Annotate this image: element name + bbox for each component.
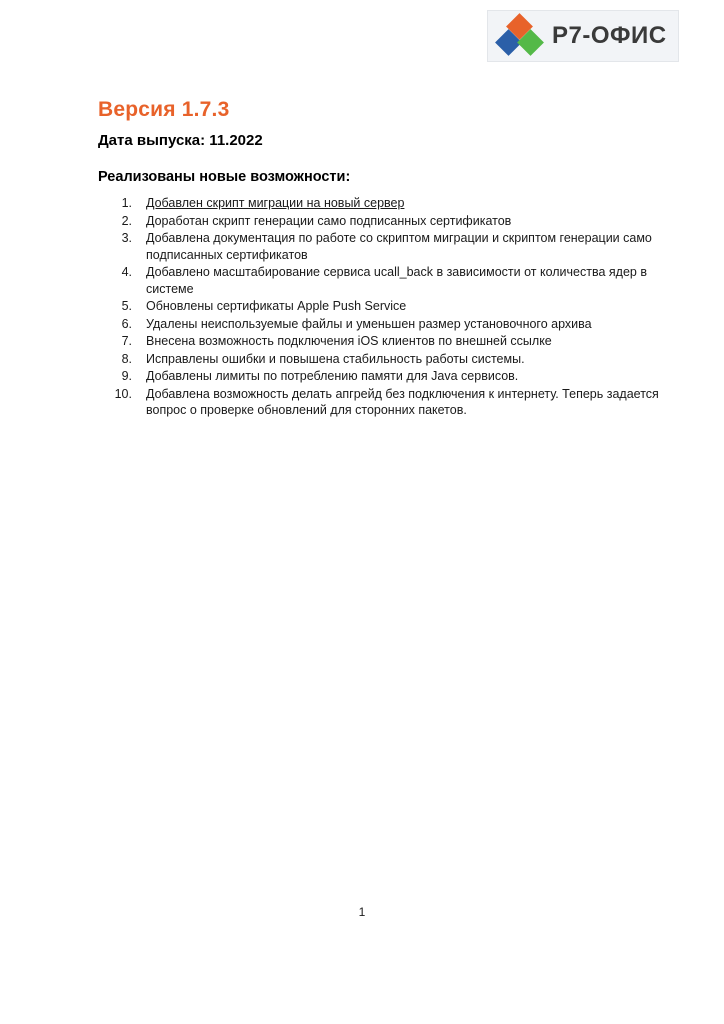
list-item-text: Добавлена документация по работе со скриптом миграции и скриптом генерации само подписанных сертификатов [146, 231, 652, 262]
logo-text: Р7-ОФИС [552, 22, 667, 49]
logo-diamonds-icon [498, 16, 544, 56]
section-title: Реализованы новые возможности: [98, 169, 351, 185]
list-item-text: Добавлена возможность делать апгрейд без подключения к интернету. Теперь задается вопрос о проверке обновлений для сторонних пакетов. [146, 386, 659, 417]
list-item [98, 316, 678, 333]
list-item [98, 264, 678, 297]
feature-list [98, 195, 678, 419]
list-item-text: Исправлены ошибки и повышена стабильность работы системы. [146, 351, 525, 366]
company-logo [487, 10, 679, 62]
list-item [98, 230, 678, 263]
list-item [98, 368, 678, 385]
list-item [98, 351, 678, 368]
list-item [98, 195, 678, 212]
document-content [98, 98, 678, 420]
page-number: 1 [358, 905, 366, 919]
list-item-text: Доработан скрипт генерации само подписанных сертификатов [146, 213, 512, 228]
list-item-text: Добавлено масштабирование сервиса ucall_back в зависимости от количества ядер в системе [146, 265, 647, 296]
list-item [98, 298, 678, 315]
page-title: Версия 1.7.3 [98, 98, 230, 121]
list-item-text: Удалены неиспользуемые файлы и уменьшен размер установочного архива [146, 316, 592, 331]
list-item-text: Добавлен скрипт миграции на новый сервер [146, 196, 405, 210]
list-item [98, 386, 678, 419]
list-item-text: Обновлены сертификаты Apple Push Service [146, 299, 407, 313]
list-item [98, 333, 678, 350]
list-item [98, 213, 678, 230]
list-item-text: Внесена возможность подключения iOS клиентов по внешней ссылке [146, 334, 552, 348]
list-item-text: Добавлены лимиты по потреблению памяти для Java сервисов. [146, 369, 519, 383]
release-date: Дата выпуска: 11.2022 [98, 132, 263, 149]
